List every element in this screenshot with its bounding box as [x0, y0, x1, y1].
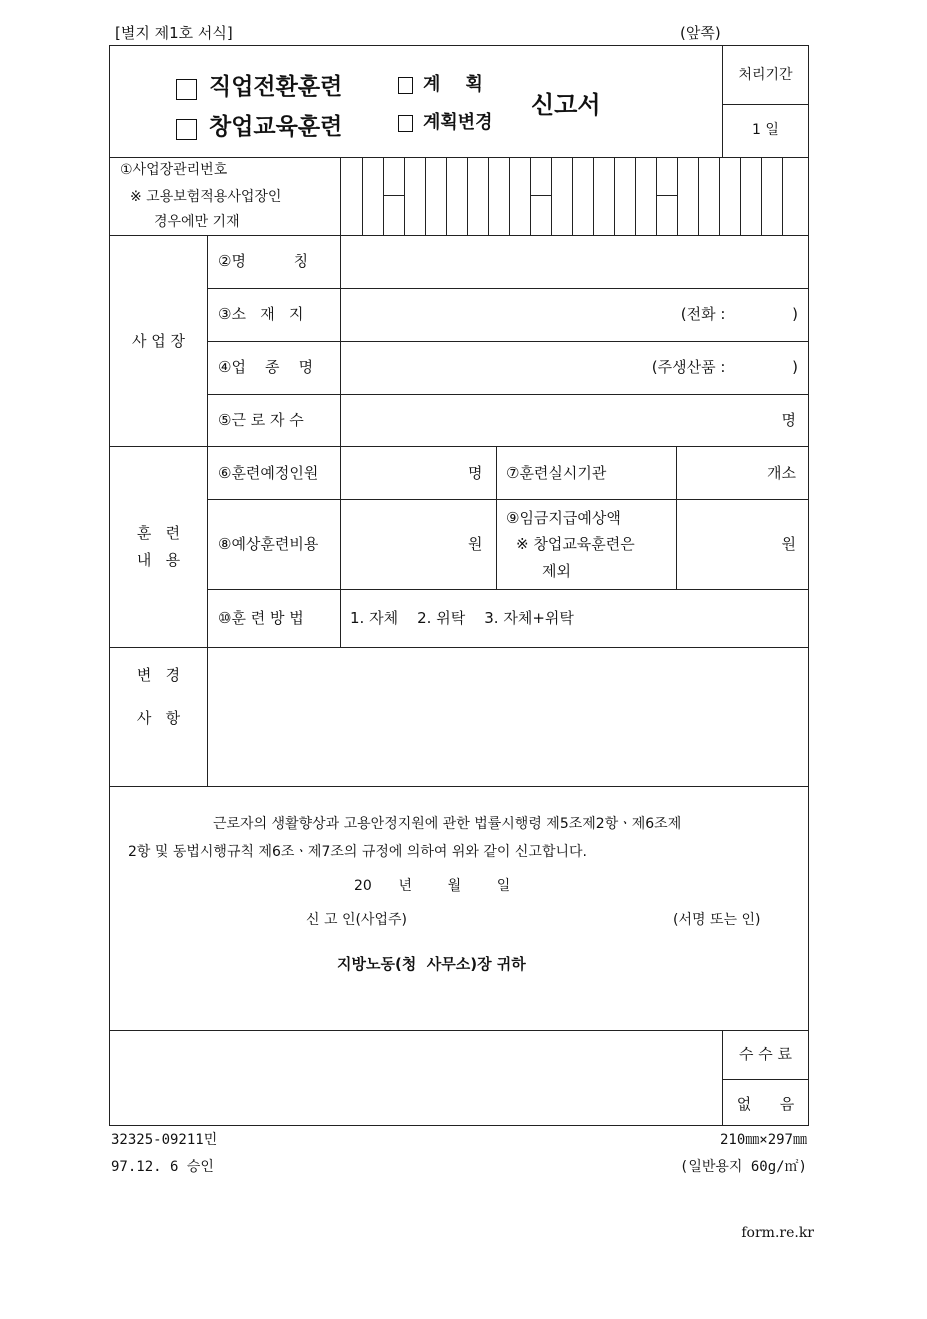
fee-label: 수 수 료 — [738, 1045, 792, 1063]
training-institution-label: ⑦훈련실시기관 — [506, 464, 607, 482]
registration-number-boxes[interactable] — [340, 157, 809, 235]
report-form — [109, 45, 809, 1126]
declarant-label: 신 고 인(사업주) — [306, 912, 407, 928]
site-watermark: form.re.kr — [741, 1225, 814, 1241]
registration-note: ※ 고용보험적용사업장인 — [130, 189, 282, 205]
industry-label: ④업 종 명 — [218, 358, 314, 376]
option-plan-change[interactable]: 계획변경 — [398, 108, 493, 134]
option-startup-education[interactable]: 창업교육훈련 — [176, 108, 342, 141]
checkbox-icon[interactable] — [398, 115, 413, 132]
worker-count-unit: 명 — [781, 411, 796, 429]
expected-wage-unit: 원 — [781, 535, 796, 553]
option-job-transition[interactable]: 직업전환훈련 — [176, 68, 342, 101]
processing-period-label: 처리기간 — [738, 67, 793, 83]
section-training: 훈 련 — [136, 524, 181, 542]
fee-value: 없 음 — [736, 1095, 795, 1113]
paper-spec: (일반용지 60g/㎡) — [679, 1159, 807, 1175]
expected-cost-label: ⑧예상훈련비용 — [218, 535, 319, 553]
expected-wage-note-2: 제외 — [542, 562, 571, 580]
training-institution-unit: 개소 — [767, 464, 796, 482]
checkbox-icon[interactable] — [398, 77, 413, 94]
declaration-text-2: 2항 및 동법시행규칙 제6조ㆍ제7조의 규정에 의하여 위와 같이 신고합니다. — [128, 844, 587, 860]
form-code: 32325-09211민 — [111, 1132, 218, 1148]
training-method-label: ⑩훈 련 방 법 — [218, 609, 304, 627]
expected-wage-label: ⑨임금지급예상액 — [506, 509, 621, 527]
location-label: ③소 재 지 — [218, 305, 304, 323]
location-phone[interactable]: (전화 : ) — [680, 305, 798, 323]
change-label-2: 사 항 — [136, 709, 181, 727]
addressee: 지방노동(청 사무소)장 귀하 — [337, 955, 526, 973]
change-label: 변 경 — [136, 666, 181, 684]
planned-trainees-label: ⑥훈련예정인원 — [218, 464, 319, 482]
expected-cost-unit: 원 — [468, 535, 483, 553]
form-title: 신고서 — [531, 90, 601, 119]
processing-period-value: 1 일 — [752, 122, 779, 138]
section-workplace: 사 업 장 — [131, 332, 185, 350]
declaration-text: 근로자의 생활향상과 고용안정지원에 관한 법률시행령 제5조제2항ㆍ제6조제 — [213, 816, 682, 832]
registration-number-label: ①사업장관리번호 — [120, 162, 228, 178]
section-training-content: 내 용 — [136, 551, 181, 569]
approval-date: 97.12. 6 승인 — [111, 1159, 214, 1175]
registration-note-2: 경우에만 기재 — [154, 214, 240, 230]
page-side-label: (앞쪽) — [680, 24, 721, 42]
change-details-field[interactable] — [208, 648, 809, 786]
industry-main-product[interactable]: (주생산품 : ) — [651, 358, 798, 376]
name-field[interactable] — [341, 236, 809, 288]
form-number: [별지 제1호 서식] — [115, 24, 233, 42]
checkbox-icon[interactable] — [176, 79, 197, 100]
worker-count-label: ⑤근 로 자 수 — [218, 411, 304, 429]
option-plan[interactable]: 계 획 — [398, 70, 483, 96]
signature-label[interactable]: (서명 또는 인) — [673, 912, 761, 928]
training-method-options[interactable]: 1. 자체 2. 위탁 3. 자체+위탁 — [350, 609, 574, 627]
declaration-date[interactable]: 20 년 월 일 — [354, 878, 511, 894]
expected-wage-note: ※ 창업교육훈련은 — [516, 535, 635, 553]
paper-size: 210㎜×297㎜ — [719, 1132, 807, 1148]
name-label: ②명 칭 — [218, 252, 309, 270]
checkbox-icon[interactable] — [176, 119, 197, 140]
planned-trainees-unit: 명 — [468, 464, 483, 482]
